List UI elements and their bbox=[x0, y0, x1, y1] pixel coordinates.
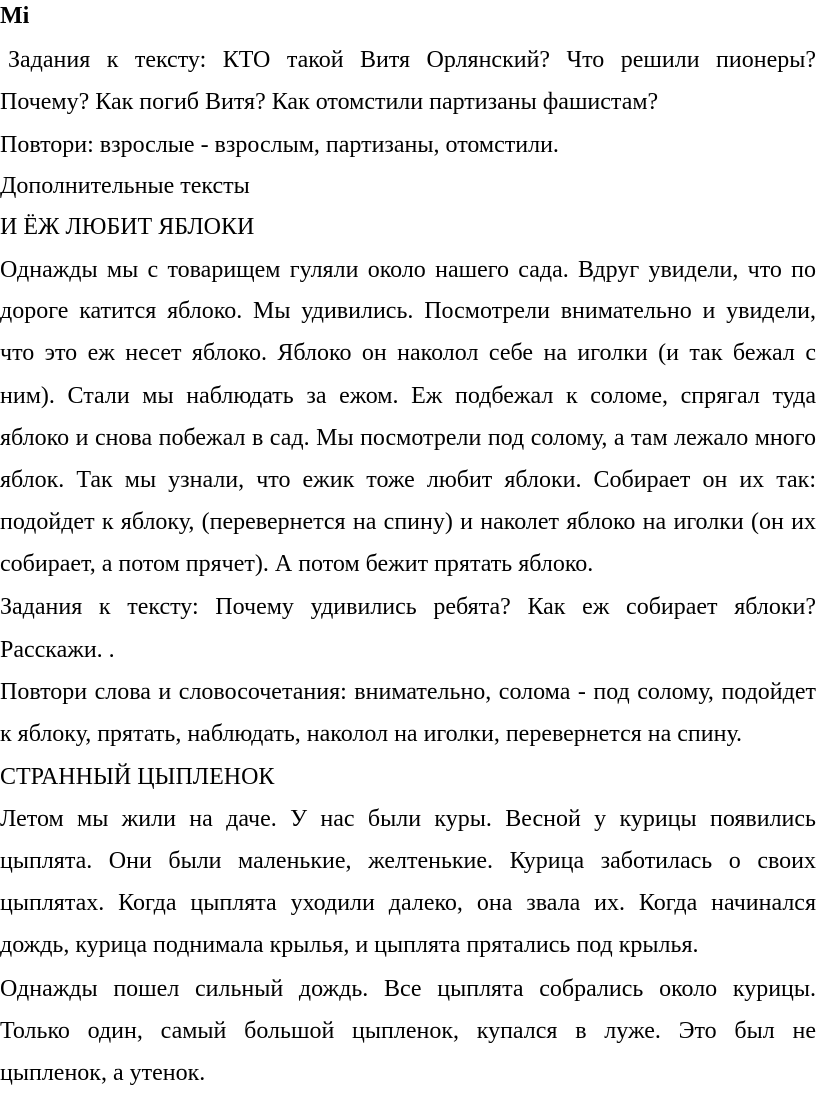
text-line: цыплятах. Когда цыплята уходили далеко, она звала их. Когда начинался bbox=[0, 890, 816, 916]
story-title: СТРАННЫЙ ЦЫПЛЕНОК bbox=[0, 764, 275, 790]
text-line: Повтори: взрослые - взрослым, партизаны, отомстили. bbox=[0, 132, 559, 158]
text-line: к яблоку, прятать, наблюдать, наколол на иголки, перевернется на спину. bbox=[0, 721, 743, 747]
text-line: яблок. Так мы узнали, что ежик тоже любит яблоки. Собирает он их так: bbox=[0, 467, 816, 493]
text-line: яблоко и снова побежал в сад. Мы посмотрели под солому, а там лежало много bbox=[0, 425, 816, 451]
text-line: Задания к тексту: КТО такой Витя Орлянский? Что решили пионеры? bbox=[8, 47, 816, 73]
text-line: Однажды пошел сильный дождь. Все цыплята собрались около курицы. bbox=[0, 976, 816, 1002]
text-line: подойдет к яблоку, (перевернется на спину) и наколет яблоко на иголки (он их bbox=[0, 509, 816, 535]
text-line: цыплята. Они были маленькие, желтенькие. Курица заботилась о своих bbox=[0, 848, 816, 874]
text-line: Только один, самый большой цыпленок, купался в луже. Это был не bbox=[0, 1018, 816, 1044]
story-title: И ЁЖ ЛЮБИТ ЯБЛОКИ bbox=[0, 214, 255, 240]
text-line: дороге катится яблоко. Мы удивились. Посмотрели внимательно и увидели, bbox=[0, 298, 816, 324]
text-line: Однажды мы с товарищем гуляли около нашего сада. Вдруг увидели, что по bbox=[0, 257, 816, 283]
section-label: Дополнительные тексты bbox=[0, 173, 250, 199]
text-line: цыпленок, а утенок. bbox=[0, 1060, 206, 1086]
text-line: ним). Стали мы наблюдать за ежом. Еж подбежал к соломе, спрягал туда bbox=[0, 383, 816, 409]
text-line: дождь, курица поднимала крылья, и цыплята прятались под крылья. bbox=[0, 932, 699, 958]
text-line: что это еж несет яблоко. Яблоко он наколол себе на иголки (и так бежал с bbox=[0, 340, 816, 366]
text-line: Повтори слова и словосочетания: внимательно, солома - под солому, подойдет bbox=[0, 679, 816, 705]
page-header: Mi bbox=[0, 3, 30, 29]
text-line: Летом мы жили на даче. У нас были куры. Весной у курицы появились bbox=[0, 806, 816, 832]
text-line: Расскажи. . bbox=[0, 637, 115, 663]
text-line: собирает, а потом прячет). А потом бежит прятать яблоко. bbox=[0, 551, 594, 577]
text-line: Почему? Как погиб Витя? Как отомстили партизаны фашистам? bbox=[0, 89, 659, 115]
text-line: Задания к тексту: Почему удивились ребята? Как еж собирает яблоки? bbox=[0, 594, 816, 620]
